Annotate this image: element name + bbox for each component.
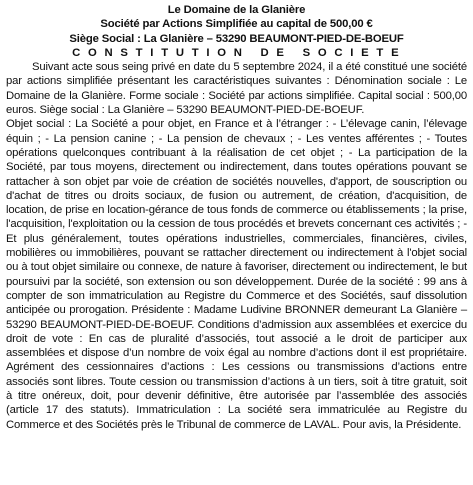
notice-body-main: Objet social : La Société a pour objet, en France et à l’étranger : - L’élevage canin, l’élevage équin ; - La pension canine ; - La pension de chevaux ; - Les ventes afférentes ; - Toutes opérations quelconques contribuant à la réalisation de cet objet ; - La participation de la Société, par tous moyens, directement ou indirectement, dans toutes opérations pouvant se rattacher à son objet par voie de création de sociétés nouvelles, d'apport, de souscription ou d'achat de titres ou droits sociaux, de fusion ou autrement, de création, d'acquisition, de location, de prise en location-gérance de tous fonds de commerce ou établissements ; la prise, l'acquisition, l'exploitation ou la cession de tous procédés et brevets concernant ces activités ; - Et plus généralement, toutes opérations industrielles, commerciales, financières, civiles, mobilières ou immobilières, pouvant se rattacher directement ou indirectement à l'objet social ou à tout objet similaire ou connexe, de nature à favoriser, directement ou indirectement, le but poursuivi par la société, son extension ou son développement. Durée de la société : 99 ans à compter de son immatriculation au Registre du Commerce et des Sociétés, sauf dissolution anticipée ou prorogation. Présidente : Madame Ludivine BRONNER demeurant La Glanière – 53290 BEAUMONT-PIED-DE-BOEUF. Conditions d’admission aux assemblées et exercice du droit de vote : En cas de pluralité d’associés, tout associé a le droit de participer aux assemblées et dispose d’un nombre de voix égal au nombre d’actions dont il est propriétaire. Agrément des cessionnaires d’actions : Les cessions ou transmissions d’actions entre associés sont libres. Toute cession ou transmission d’actions à un tiers, soit à titre gratuit, soit à titre onéreux, doit, pour devenir définitive, être autorisée par l’assemblée des associés (article 17 des statuts). Immatriculation : La société sera immatriculée au Registre du Commerce et des Sociétés près le Tribunal de commerce de LAVAL. Pour avis, la Présidente. [6, 118, 467, 431]
company-name: Le Domaine de la Glanière [167, 4, 306, 16]
registered-office: Siège Social : La Glanière – 53290 BEAUMONT-PIED-DE-BOEUF [69, 32, 404, 45]
notice-title: C O N S T I T U T I O N D E S O C I E T E [72, 46, 401, 59]
notice-body-intro: Suivant acte sous seing privé en date du 5 septembre 2024, il a été constitué une société par actions simplifiée présentant les caractéristiques suivantes : Dénomination sociale : Le Domaine de la Glanière. Forme sociale : Société par actions simplifiée. Capital social : 500,00 euros. Siège social : La Glanière – 53290 BEAUMONT-PIED-DE-BOEUF. [6, 61, 467, 117]
company-form-capital: Société par Actions Simplifiée au capital de 500,00 € [100, 18, 373, 31]
